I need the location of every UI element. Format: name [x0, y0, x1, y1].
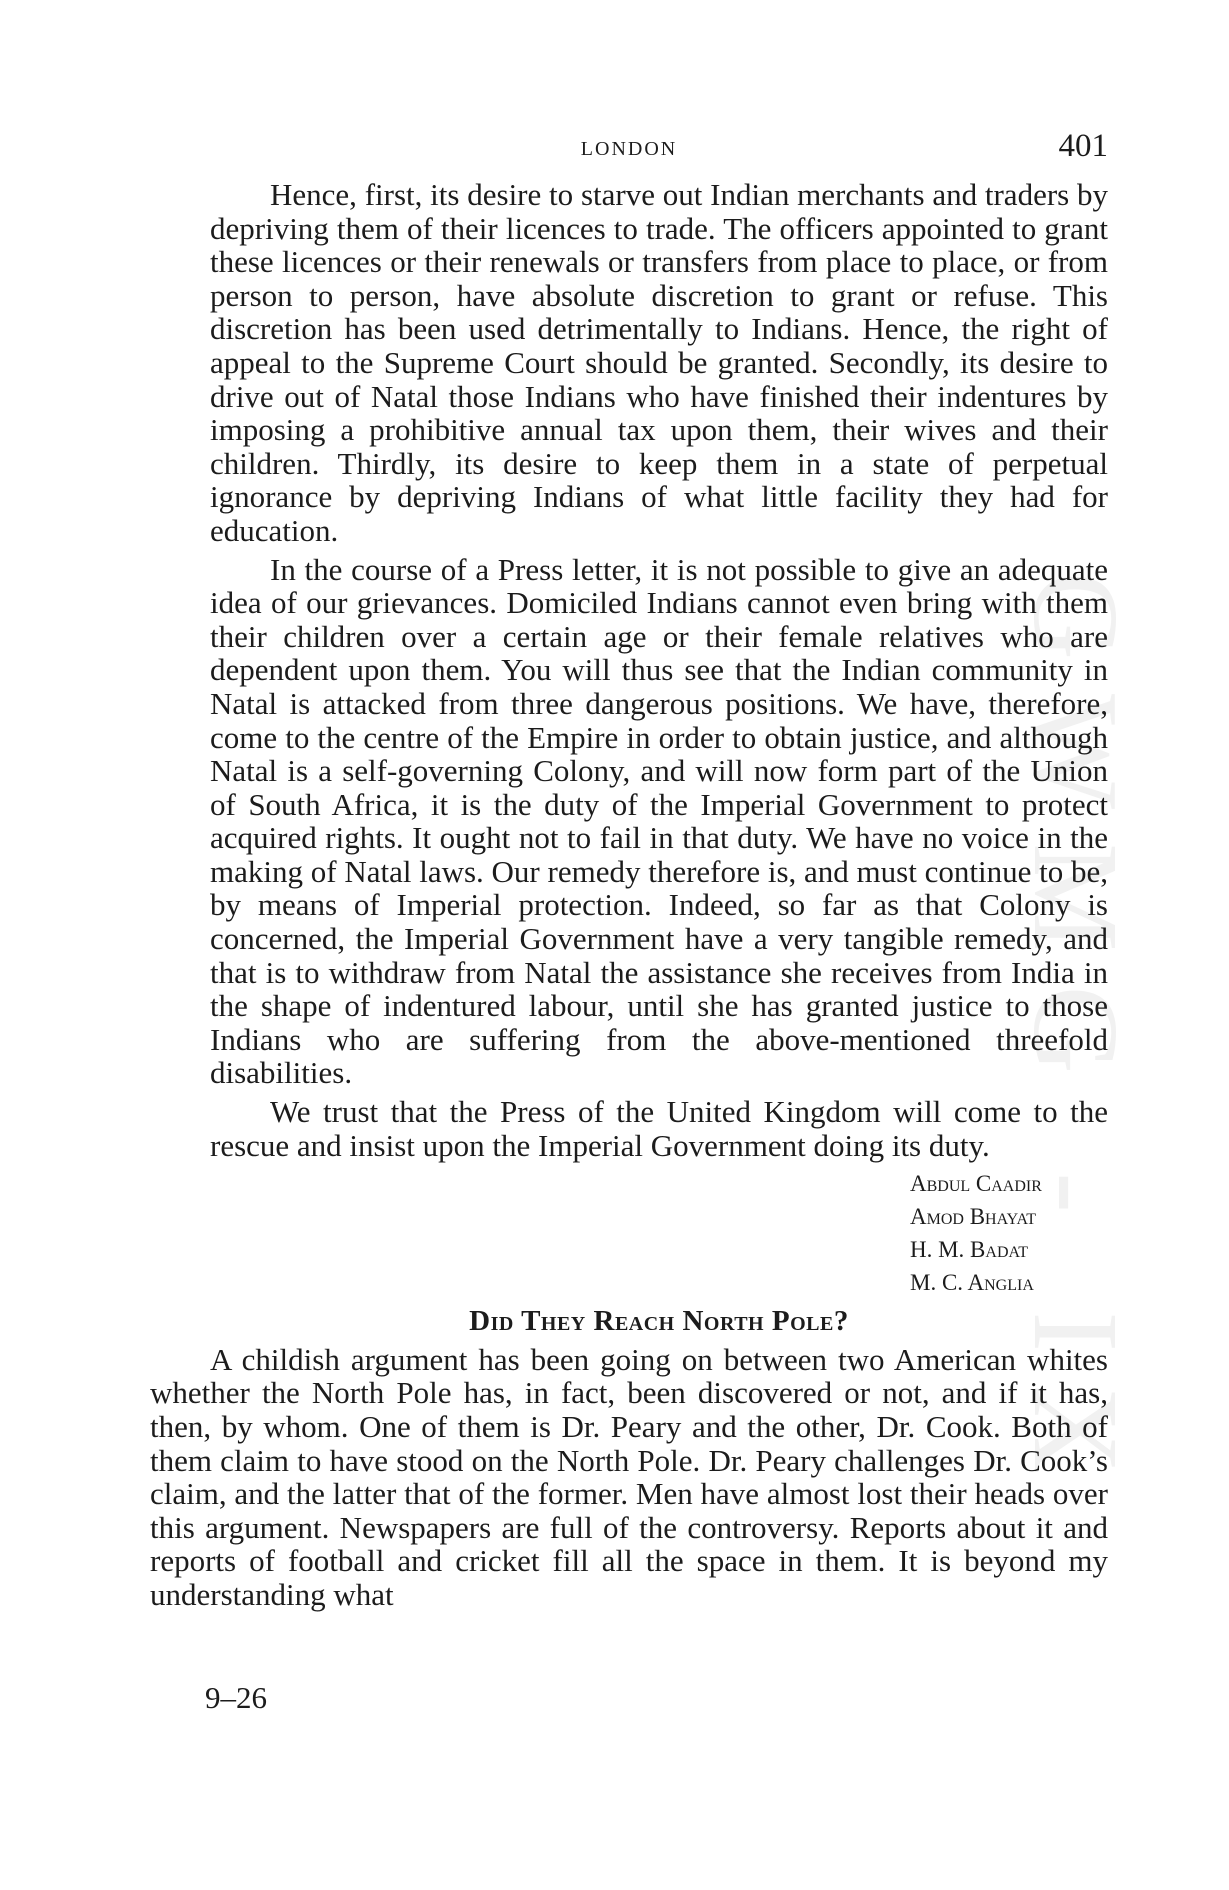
- page-number: 401: [1058, 128, 1108, 164]
- article-title: Did They Reach North Pole?: [469, 1305, 849, 1338]
- letter-paragraph-2: In the course of a Press letter, it is not possible to give an adequate idea of our grievances. Domiciled Indians cannot even bring with them their children over a certain age or their female relatives who are dependent upon them. You will thus see that the Indian community in Natal is attacked from three dangerous positions. We have, therefore, come to the centre of the Empire in order to obtain justice, and although Natal is a self-governing Colony, and will now form part of the Union of South Africa, it is the duty of the Imperial Government to protect acquired rights. It ought not to fail in that duty. We have no voice in the making of Natal laws. Our remedy therefore is, and must continue to be, by means of Imperial protection. Indeed, so far as that Colony is concerned, the Imperial Government have a very tangible remedy, and that is to withdraw from Natal the assistance she receives from India in the shape of indentured labour, until she has granted justice to those Indians who are suffering from the above-mentioned threefold disabilities.: [210, 551, 1108, 1091]
- letter-paragraph-1: Hence, first, its desire to starve out Indian merchants and traders by depriving them of their licences to trade. The officers appointed to grant these licences or their renewals or transfers from place to place, or from person to person, have absolute discretion to grant or refuse. This discretion has been used detrimentally to Indians. Hence, the right of appeal to the Supreme Court should be granted. Secondly, its desire to drive out of Natal those Indians who have finished their indentures by imposing a prohibitive annual tax upon them, their wives and their children. Thirdly, its desire to keep them in a state of perpetual ignorance by depriving Indians of what little facility they had for education.: [210, 177, 1108, 548]
- signatory: Abdul Caadir: [910, 1171, 1042, 1197]
- watermark: GWMG - IX: [1008, 571, 1143, 1509]
- page-header: [150, 128, 1108, 170]
- letter-paragraph-3: We trust that the Press of the United Kingdom will come to the rescue and insist upon the Imperial Government doing its duty.: [210, 1094, 1108, 1163]
- signatories: [910, 1167, 1108, 1299]
- running-head: LONDON: [580, 138, 678, 160]
- signatory: M. C. Anglia: [910, 1270, 1034, 1296]
- signatory: Amod Bhayat: [910, 1204, 1037, 1230]
- letter: [150, 178, 1108, 1162]
- signature-mark: 9–26: [205, 1680, 267, 1715]
- signatory: H. M. Badat: [910, 1237, 1029, 1263]
- article: [150, 1305, 1108, 1611]
- body-text: [150, 178, 1108, 1612]
- article-paragraph-1: A childish argument has been going on between two American whites whether the North Pole has, in fact, been discovered or not, and if it has, then, by whom. One of them is Dr. Peary and the other, Dr. Cook. Both of them claim to have stood on the North Pole. Dr. Peary challenges Dr. Cook’s claim, and the latter that of the former. Men have almost lost their heads over this argument. Newspapers are full of the controversy. Reports about it and reports of football and cricket fill all the space in them. It is beyond my understanding what: [150, 1341, 1108, 1612]
